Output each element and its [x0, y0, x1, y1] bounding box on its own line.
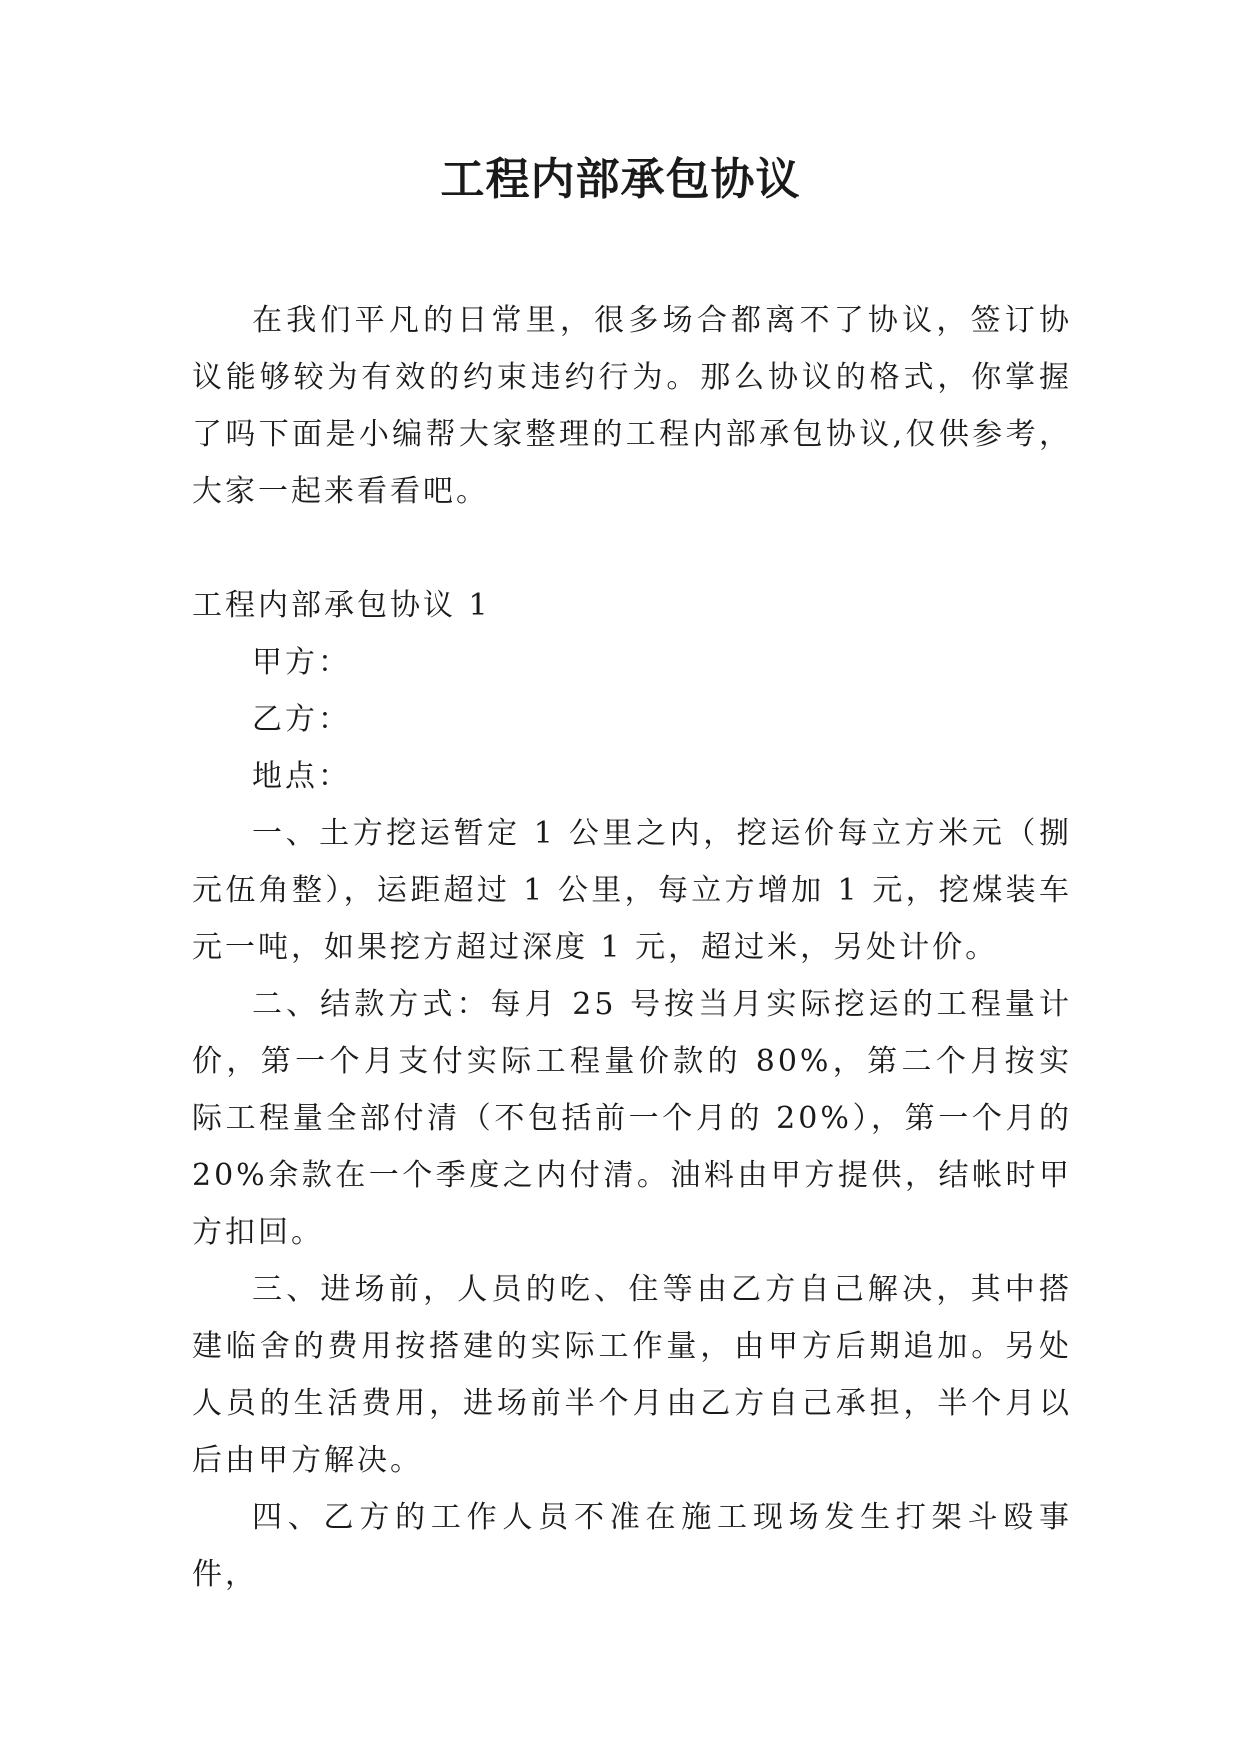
clause-3: 三、进场前，人员的吃、住等由乙方自己解决，其中搭建临舍的费用按搭建的实际工作量，由甲方后期追加。另处人员的生活费用，进场前半个月由乙方自己承担，半个月以后由甲方解决。: [192, 1272, 1072, 1478]
clause-2: 二、结款方式：每月 25 号按当月实际挖运的工程量计价，第一个月支付实际工程量价款的 80%，第二个月按实际工程量全部付清（不包括前一个月的 20%），第一个月的 20%余款在一个季度之内付清。油料由甲方提供，结帐时甲方扣回。: [192, 987, 1072, 1250]
party-a-line: 甲方：: [252, 645, 351, 680]
document-body: [192, 292, 1072, 1603]
document-title: 工程内部承包协议: [440, 154, 801, 205]
clause-4: 四、乙方的工作人员不准在施工现场发生打架斗殴事件，: [192, 1500, 1072, 1592]
intro-paragraph: 在我们平凡的日常里，很多场合都离不了协议，签订协议能够较为有效的约束违约行为。那么协议的格式，你掌握了吗下面是小编帮大家整理的工程内部承包协议,仅供参考，大家一起来看看吧。: [192, 303, 1072, 509]
party-b-line: 乙方：: [252, 702, 351, 737]
section-heading: 工程内部承包协议 1: [192, 588, 491, 623]
clause-1: 一、土方挖运暂定 1 公里之内，挖运价每立方米元（捌元伍角整），运距超过 1 公里，每立方增加 1 元，挖煤装车元一吨，如果挖方超过深度 1 元，超过米，另处计价。: [192, 816, 1072, 965]
location-line: 地点：: [252, 759, 351, 794]
